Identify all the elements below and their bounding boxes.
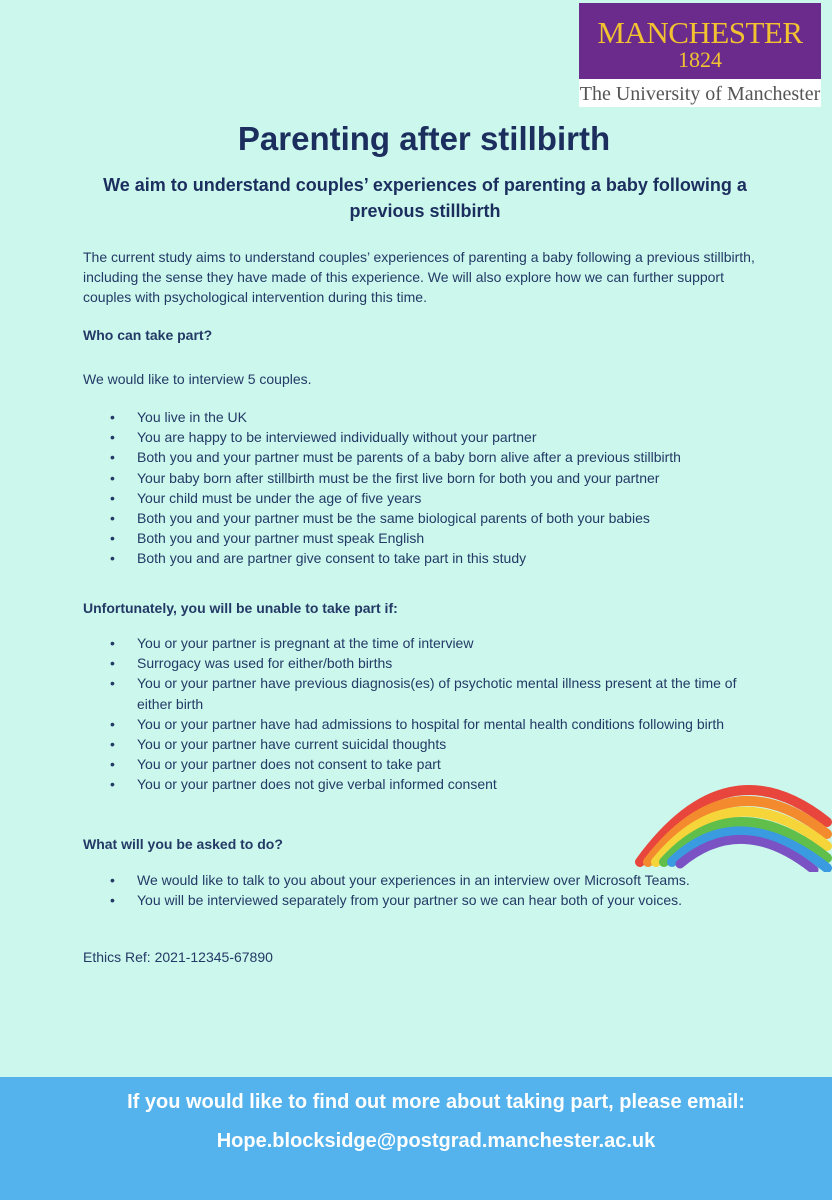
page-title: Parenting after stillbirth [237,120,611,157]
list-item: • Your baby born after stillbirth must be the first live born for both you and your partner [110,468,770,488]
footer-prompt: If you would like to find out more about taking part, please email: [127,1091,745,1113]
list-item: • You are happy to be interviewed individually without your partner [110,427,770,447]
who-heading: Who can take part? [83,327,213,343]
who-lead: We would like to interview 5 couples. [83,371,312,387]
list-item: • Your child must be under the age of five years [110,488,770,508]
contact-footer [0,1077,832,1200]
asked-heading: What will you be asked to do? [83,836,283,852]
rainbow-illustration [632,762,832,872]
intro-paragraph: The current study aims to understand couples’ experiences of parenting a baby following a previous stillbirth, including the sense they have made of this experience. We will also explore how we can further support couples with psychological intervention during this time. [83,249,755,305]
list-item: • Both you and your partner must speak English [110,528,770,548]
asked-list [110,870,770,910]
list-item: • Both you and your partner must be parents of a baby born alive after a previous stillbirth [110,447,770,467]
contact-email-link[interactable]: Hope.blocksidge@postgrad.manchester.ac.uk [216,1130,656,1152]
list-item: • We would like to talk to you about your experiences in an interview over Microsoft Teams. [110,870,770,890]
list-item: • You or your partner have current suicidal thoughts [110,734,770,754]
list-item: • You or your partner does not consent to take part [110,754,770,774]
unable-heading: Unfortunately, you will be unable to take part if: [83,600,398,616]
list-item: • You or your partner have previous diagnosis(es) of psychotic mental illness present at the time of either birth [110,673,770,713]
list-item: • You or your partner have had admissions to hospital for mental health conditions following birth [110,714,770,734]
ethics-reference: Ethics Ref: 2021-12345-67890 [83,949,273,965]
logo-subtitle: The University of Manchester [579,83,821,105]
university-logo [579,3,821,107]
logo-wordmark [579,3,821,79]
list-item: • Both you and your partner must be the same biological parents of both your babies [110,508,770,528]
list-item: • Both you and are partner give consent to take part in this study [110,548,770,568]
list-item: • You or your partner does not give verbal informed consent [110,774,770,794]
list-item: • You will be interviewed separately from your partner so we can hear both of your voices. [110,890,770,910]
page-subtitle: We aim to understand couples’ experiences of parenting a baby following a previous stillbirth [103,175,747,221]
eligibility-list [110,407,770,569]
list-item: • You live in the UK [110,407,770,427]
list-item: • You or your partner is pregnant at the time of interview [110,633,770,653]
list-item: • Surrogacy was used for either/both births [110,653,770,673]
logo-year: 1824 [678,47,722,72]
logo-name: MANCHESTER [597,15,803,50]
